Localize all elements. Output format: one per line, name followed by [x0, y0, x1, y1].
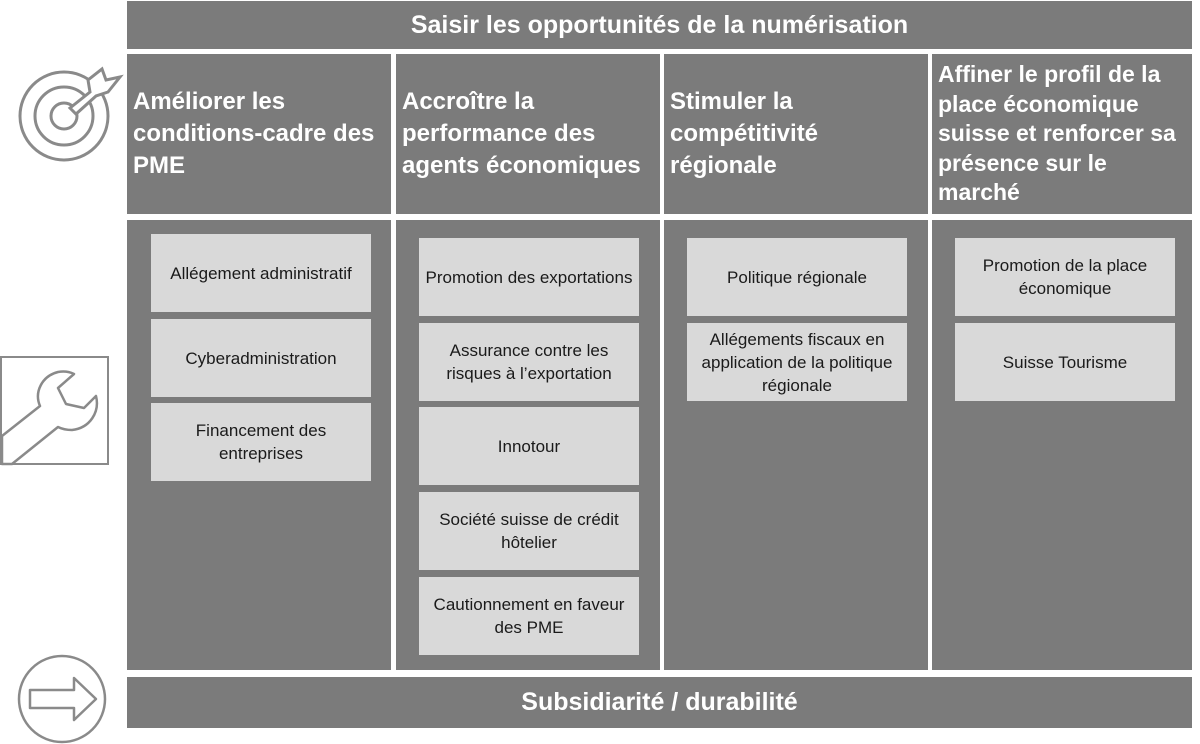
instrument-box: Assurance contre les risques à l’exportation: [419, 323, 639, 401]
arrow-right-icon: [16, 654, 112, 744]
top-banner: [127, 1, 1192, 49]
instrument-box: Cyberadministration: [151, 319, 371, 397]
column-header-4: [932, 54, 1192, 214]
wrench-icon: [0, 356, 110, 466]
instrument-box: Financement des entreprises: [151, 403, 371, 481]
column-title: Stimuler la compétitivité régionale: [670, 88, 819, 179]
bottom-banner-label: Subsidiarité / durabilité: [521, 688, 798, 716]
instrument-box: Politique régionale: [687, 238, 907, 316]
column-title: Améliorer les conditions-cadre des PME: [133, 88, 375, 179]
column-header-3: [664, 54, 928, 214]
instrument-box: Innotour: [419, 407, 639, 485]
instrument-box: Promotion des exportations: [419, 238, 639, 316]
target-icon: [18, 66, 126, 164]
column-title: Affiner le profil de la place économique suisse et renforcer sa présence sur le marché: [938, 61, 1176, 206]
instrument-box: Allégements fiscaux en application de la politique régionale: [687, 323, 907, 401]
column-header-1: [127, 54, 391, 214]
instrument-box: Cautionnement en faveur des PME: [419, 577, 639, 655]
instrument-box: Promotion de la place économique: [955, 238, 1175, 316]
instrument-box: Société suisse de crédit hôtelier: [419, 492, 639, 570]
top-banner-label: Saisir les opportunités de la numérisation: [410, 10, 909, 39]
column-title: Accroître la performance des agents économiques: [402, 88, 641, 179]
bottom-banner: [127, 677, 1192, 728]
instrument-box: Suisse Tourisme: [955, 323, 1175, 401]
column-header-2: [396, 54, 660, 214]
instrument-box: Allégement administratif: [151, 234, 371, 312]
